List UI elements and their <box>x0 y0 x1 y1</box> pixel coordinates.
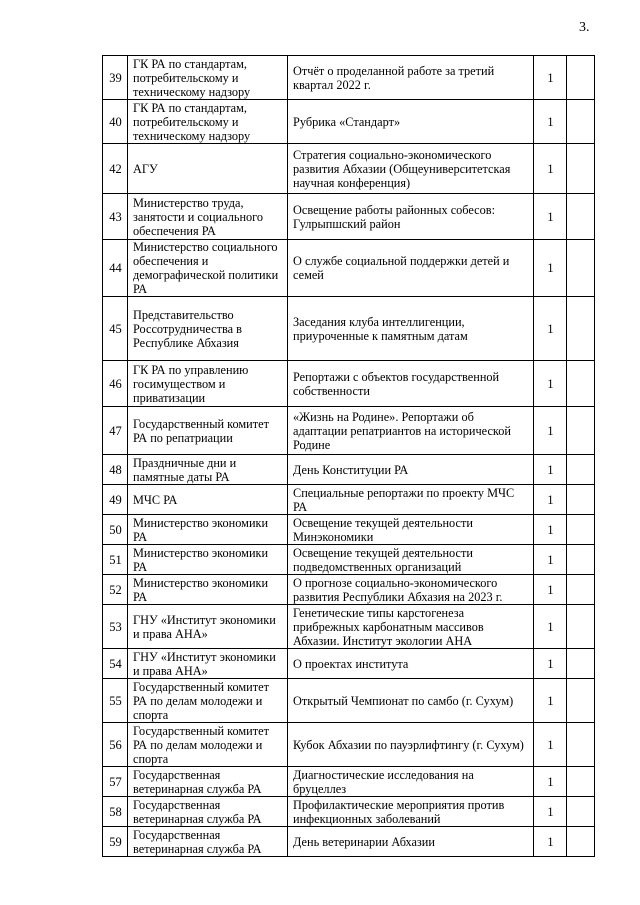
organization-cell: Государственная ветеринарная служба РА <box>128 827 288 857</box>
organization-cell: Государственная ветеринарная служба РА <box>128 767 288 797</box>
row-number: 47 <box>103 407 128 455</box>
topic-cell: «Жизнь на Родине». Репортажи об адаптации репатриантов на исторической Родине <box>288 407 534 455</box>
topic-cell: Открытый Чемпионат по самбо (г. Сухум) <box>288 679 534 723</box>
count-cell: 1 <box>534 827 567 857</box>
organization-cell: Представительство Россотрудничества в Республике Абхазия <box>128 297 288 361</box>
row-number: 58 <box>103 797 128 827</box>
table-row <box>103 679 595 723</box>
empty-cell <box>567 194 595 240</box>
count-cell: 1 <box>534 240 567 297</box>
table-row <box>103 56 595 100</box>
empty-cell <box>567 649 595 679</box>
organization-cell: Государственный комитет РА по делам молодежи и спорта <box>128 723 288 767</box>
topic-cell: О прогнозе социально-экономического развития Республики Абхазия на 2023 г. <box>288 575 534 605</box>
table-row <box>103 361 595 407</box>
organization-cell: Министерство труда, занятости и социального обеспечения РА <box>128 194 288 240</box>
table-row <box>103 575 595 605</box>
count-cell: 1 <box>534 194 567 240</box>
row-number: 39 <box>103 56 128 100</box>
table-row <box>103 100 595 144</box>
empty-cell <box>567 575 595 605</box>
topic-cell: Стратегия социально-экономического развития Абхазии (Общеуниверситетская научная конференция) <box>288 144 534 194</box>
empty-cell <box>567 767 595 797</box>
topic-cell: День Конституции РА <box>288 455 534 485</box>
count-cell: 1 <box>534 679 567 723</box>
empty-cell <box>567 100 595 144</box>
table-row <box>103 407 595 455</box>
table-row <box>103 649 595 679</box>
row-number: 50 <box>103 515 128 545</box>
topic-cell: Специальные репортажи по проекту МЧС РА <box>288 485 534 515</box>
row-number: 53 <box>103 605 128 649</box>
topic-cell: Отчёт о проделанной работе за третий квартал 2022 г. <box>288 56 534 100</box>
count-cell: 1 <box>534 144 567 194</box>
organization-cell: Министерство социального обеспечения и демографической политики РА <box>128 240 288 297</box>
row-number: 59 <box>103 827 128 857</box>
table-row <box>103 723 595 767</box>
row-number: 56 <box>103 723 128 767</box>
organization-cell: АГУ <box>128 144 288 194</box>
count-cell: 1 <box>534 407 567 455</box>
topic-cell: День ветеринарии Абхазии <box>288 827 534 857</box>
count-cell: 1 <box>534 649 567 679</box>
count-cell: 1 <box>534 723 567 767</box>
row-number: 52 <box>103 575 128 605</box>
count-cell: 1 <box>534 485 567 515</box>
table-row <box>103 605 595 649</box>
row-number: 54 <box>103 649 128 679</box>
row-number: 51 <box>103 545 128 575</box>
topic-cell: Заседания клуба интеллигенции, приуроченные к памятным датам <box>288 297 534 361</box>
count-cell: 1 <box>534 767 567 797</box>
empty-cell <box>567 485 595 515</box>
topic-cell: Генетические типы карстогенеза прибрежных карбонатным массивов Абхазии. Институт экологии АНА <box>288 605 534 649</box>
organization-cell: Государственная ветеринарная служба РА <box>128 797 288 827</box>
organization-cell: Государственный комитет РА по репатриации <box>128 407 288 455</box>
organization-cell: ГК РА по стандартам, потребительскому и техническому надзору <box>128 100 288 144</box>
count-cell: 1 <box>534 56 567 100</box>
organization-cell: Государственный комитет РА по делам молодежи и спорта <box>128 679 288 723</box>
empty-cell <box>567 361 595 407</box>
organization-cell: ГК РА по управлению госимуществом и приватизации <box>128 361 288 407</box>
table-row <box>103 455 595 485</box>
table-row <box>103 515 595 545</box>
organization-cell: ГНУ «Институт экономики и права АНА» <box>128 605 288 649</box>
table-row <box>103 144 595 194</box>
organization-cell: МЧС РА <box>128 485 288 515</box>
count-cell: 1 <box>534 361 567 407</box>
empty-cell <box>567 723 595 767</box>
table-row <box>103 827 595 857</box>
page-number: 3. <box>579 20 590 35</box>
organization-cell: ГНУ «Институт экономики и права АНА» <box>128 649 288 679</box>
topic-cell: Кубок Абхазии по пауэрлифтингу (г. Сухум) <box>288 723 534 767</box>
topic-cell: О службе социальной поддержки детей и семей <box>288 240 534 297</box>
empty-cell <box>567 827 595 857</box>
count-cell: 1 <box>534 455 567 485</box>
topic-cell: Освещение текущей деятельности Минэкономики <box>288 515 534 545</box>
organization-cell: Праздничные дни и памятные даты РА <box>128 455 288 485</box>
organization-cell: Министерство экономики РА <box>128 545 288 575</box>
row-number: 55 <box>103 679 128 723</box>
organization-cell: ГК РА по стандартам, потребительскому и техническому надзору <box>128 56 288 100</box>
table-row <box>103 767 595 797</box>
empty-cell <box>567 455 595 485</box>
empty-cell <box>567 605 595 649</box>
organization-cell: Министерство экономики РА <box>128 515 288 545</box>
row-number: 46 <box>103 361 128 407</box>
empty-cell <box>567 240 595 297</box>
topic-cell: Рубрика «Стандарт» <box>288 100 534 144</box>
table-row <box>103 485 595 515</box>
topic-cell: Профилактические мероприятия против инфекционных заболеваний <box>288 797 534 827</box>
topic-cell: Освещение работы районных собесов: Гулрыпшский район <box>288 194 534 240</box>
row-number: 43 <box>103 194 128 240</box>
row-number: 45 <box>103 297 128 361</box>
topic-cell: Репортажи с объектов государственной собственности <box>288 361 534 407</box>
empty-cell <box>567 797 595 827</box>
count-cell: 1 <box>534 575 567 605</box>
topic-cell: О проектах института <box>288 649 534 679</box>
empty-cell <box>567 297 595 361</box>
row-number: 40 <box>103 100 128 144</box>
empty-cell <box>567 56 595 100</box>
table-row <box>103 297 595 361</box>
media-plan-table <box>102 55 595 857</box>
table-row <box>103 545 595 575</box>
row-number: 42 <box>103 144 128 194</box>
empty-cell <box>567 144 595 194</box>
count-cell: 1 <box>534 100 567 144</box>
table-row <box>103 194 595 240</box>
empty-cell <box>567 545 595 575</box>
organization-cell: Министерство экономики РА <box>128 575 288 605</box>
row-number: 49 <box>103 485 128 515</box>
row-number: 48 <box>103 455 128 485</box>
topic-cell: Диагностические исследования на бруцеллез <box>288 767 534 797</box>
count-cell: 1 <box>534 297 567 361</box>
count-cell: 1 <box>534 545 567 575</box>
table-row <box>103 797 595 827</box>
count-cell: 1 <box>534 515 567 545</box>
topic-cell: Освещение текущей деятельности подведомственных организаций <box>288 545 534 575</box>
empty-cell <box>567 679 595 723</box>
row-number: 44 <box>103 240 128 297</box>
count-cell: 1 <box>534 605 567 649</box>
empty-cell <box>567 515 595 545</box>
empty-cell <box>567 407 595 455</box>
table-row <box>103 240 595 297</box>
count-cell: 1 <box>534 797 567 827</box>
row-number: 57 <box>103 767 128 797</box>
